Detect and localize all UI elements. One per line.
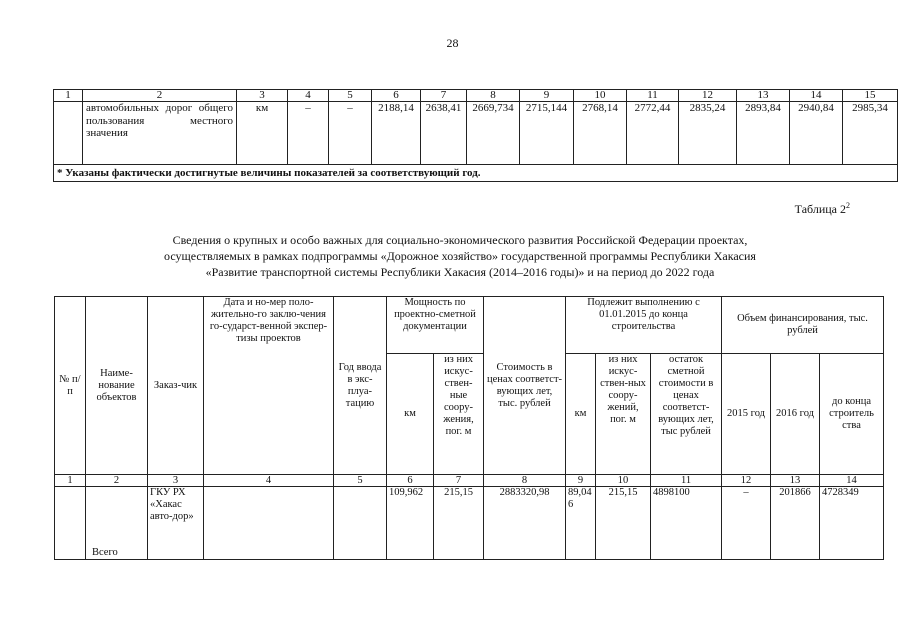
column-index: 5: [329, 90, 372, 102]
cost-cell: 2883320,98: [484, 487, 566, 560]
expertise-cell: [204, 487, 334, 560]
value-cell: 2669,734: [467, 102, 520, 165]
header-remaining-structures: из них искус-ствен-ных соору-жений, пог. м: [596, 354, 651, 475]
value-cell: –: [288, 102, 329, 165]
column-index: 1: [54, 90, 83, 102]
value-cell: 2985,34: [843, 102, 898, 165]
header-number: № п/п: [55, 297, 86, 475]
column-index: 7: [434, 475, 484, 487]
column-index: 10: [596, 475, 651, 487]
page-number: 28: [446, 36, 459, 50]
header-capacity-km: км: [387, 354, 434, 475]
column-index: 4: [288, 90, 329, 102]
table-title-line: осуществляемых в рамках подпрограммы «Дорожное хозяйство» государственной программы Республики Хакасия: [164, 249, 756, 263]
column-index-row: [55, 475, 884, 487]
column-index: 14: [790, 90, 843, 102]
header-cost: Стоимость в ценах соответст-вующих лет, тыс. рублей: [484, 297, 566, 475]
table-row: [54, 102, 898, 165]
unit-cell: км: [237, 102, 288, 165]
value-cell: 2768,14: [574, 102, 627, 165]
capacity-structures-cell: 215,15: [434, 487, 484, 560]
financing-to-end-cell: 4728349: [820, 487, 884, 560]
header-row-top: [55, 297, 884, 354]
indicators-table-continuation: [53, 89, 898, 182]
header-remaining-balance: остаток сметной стоимости в ценах соответст-вующих лет, тыс рублей: [651, 354, 722, 475]
value-cell: 2715,144: [520, 102, 574, 165]
row-number-cell: [54, 102, 83, 165]
header-object-name: Наиме-нование объектов: [86, 297, 148, 475]
table-caption: [795, 201, 850, 217]
column-index: 9: [566, 475, 596, 487]
header-financing-to-end: до конца строитель ства: [820, 354, 884, 475]
financing-2016-cell: 201866: [771, 487, 820, 560]
table-title: [60, 232, 860, 280]
column-index: 10: [574, 90, 627, 102]
table-caption-superscript: 2: [846, 201, 850, 210]
column-index: 13: [771, 475, 820, 487]
header-financing-2016: 2016 год: [771, 354, 820, 475]
table-title-line: «Развитие транспортной системы Республики Хакасия (2014–2016 годы)» и на период до 2022 года: [205, 265, 715, 279]
column-index: 11: [651, 475, 722, 487]
header-capacity: Мощность по проектно-сметной документации: [387, 297, 484, 354]
column-index: 8: [484, 475, 566, 487]
capacity-km-cell: 109,962: [387, 487, 434, 560]
footnote-row: [54, 165, 898, 182]
header-commission-year: Год ввода в экс-плуа-тацию: [334, 297, 387, 475]
value-cell: 2188,14: [372, 102, 421, 165]
column-index: 4: [204, 475, 334, 487]
commission-year-cell: [334, 487, 387, 560]
column-index: 7: [421, 90, 467, 102]
column-index: 3: [237, 90, 288, 102]
value-cell: 2940,84: [790, 102, 843, 165]
column-index: 13: [737, 90, 790, 102]
remaining-km-cell: 89,046: [566, 487, 596, 560]
header-remaining-km: км: [566, 354, 596, 475]
column-index: 14: [820, 475, 884, 487]
table-row: [55, 487, 884, 560]
customer-cell: ГКУ РХ «Хакас авто-дор»: [148, 487, 204, 560]
remaining-structures-cell: 215,15: [596, 487, 651, 560]
column-index: 9: [520, 90, 574, 102]
value-cell: 2835,24: [679, 102, 737, 165]
column-index: 6: [372, 90, 421, 102]
remaining-balance-cell: 4898100: [651, 487, 722, 560]
column-index-row: [54, 90, 898, 102]
column-index: 8: [467, 90, 520, 102]
column-index: 2: [83, 90, 237, 102]
column-index: 6: [387, 475, 434, 487]
header-capacity-structures: из них искус-ствен-ные соору-жения, пог. м: [434, 354, 484, 475]
column-index: 5: [334, 475, 387, 487]
column-index: 2: [86, 475, 148, 487]
footnote: * Указаны фактически достигнутые величины показателей за соответствующий год.: [54, 165, 898, 182]
value-cell: 2893,84: [737, 102, 790, 165]
column-index: 12: [679, 90, 737, 102]
column-index: 3: [148, 475, 204, 487]
column-index: 11: [627, 90, 679, 102]
value-cell: –: [329, 102, 372, 165]
projects-table: [54, 296, 884, 560]
column-index: 1: [55, 475, 86, 487]
value-cell: 2638,41: [421, 102, 467, 165]
table-title-line: Сведения о крупных и особо важных для социально-экономического развития Российской Федерации проектах,: [172, 233, 748, 247]
table-caption-label: Таблица 2: [794, 202, 846, 216]
column-index: 15: [843, 90, 898, 102]
header-financing: Объем финансирования, тыс. рублей: [722, 297, 884, 354]
row-number-cell: [55, 487, 86, 560]
header-financing-2015: 2015 год: [722, 354, 771, 475]
object-name-cell: Всего: [86, 487, 148, 560]
value-cell: 2772,44: [627, 102, 679, 165]
header-expertise: Дата и но-мер поло-жительно-го заклю-чения го-сударст-венной экспер-тизы проектов: [204, 297, 334, 475]
indicator-name-cell: автомобильных дорог общего пользования местного значения: [83, 102, 237, 165]
header-remaining-work: Подлежит выполнению с 01.01.2015 до конца строительства: [566, 297, 722, 354]
column-index: 12: [722, 475, 771, 487]
header-customer: Заказ-чик: [148, 297, 204, 475]
financing-2015-cell: –: [722, 487, 771, 560]
